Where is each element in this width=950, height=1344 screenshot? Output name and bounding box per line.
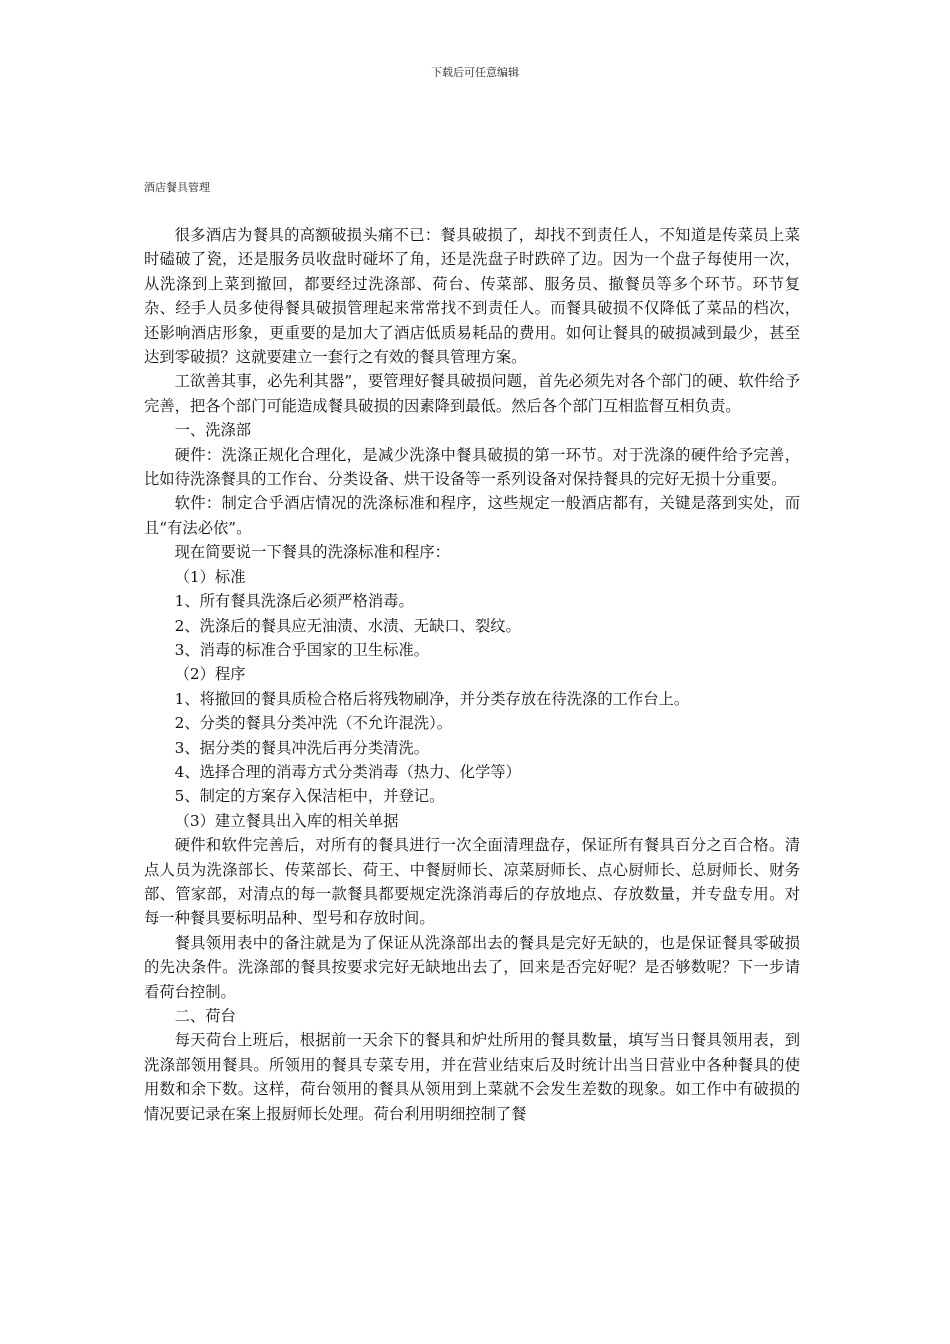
list-item: 1、所有餐具洗涤后必须严格消毒。 bbox=[174, 592, 414, 611]
list-item: 3、据分类的餐具冲洗后再分类清洗。 bbox=[174, 738, 430, 757]
document-body bbox=[144, 223, 800, 1126]
paragraph-counter: 每天荷台上班后，根据前一天余下的餐具和炉灶所用的餐具数量，填写当日餐具领用表，到洗涤部领用餐具。所领用的餐具专菜专用，并在营业结束后及时统计出当日营业中各种餐具的使用数和余下数。这样，荷台领用的餐具从领用到上菜就不会发生差数的现象。如工作中有破损的情况要记录在案上报厨师长处理。荷台利用明细控制了餐 bbox=[144, 1031, 800, 1123]
paragraph-approach: 工欲善其事，必先利其器”，要管理好餐具破损问题，首先必须先对各个部门的硬、软件给予完善，把各个部门可能造成餐具破损的因素降到最低。然后各个部门互相监督互相负责。 bbox=[144, 372, 800, 415]
list-item: 1、将撤回的餐具质检合格后将残物刷净，并分类存放在待洗涤的工作台上。 bbox=[174, 689, 690, 708]
list-item: 3、消毒的标准合乎国家的卫生标准。 bbox=[174, 640, 430, 659]
subheading-records: （3）建立餐具出入库的相关单据 bbox=[174, 811, 399, 830]
paragraph-software: 软件：制定合乎酒店情况的洗涤标准和程序，这些规定一般酒店都有，关键是落到实处，而且“有法必依”。 bbox=[144, 494, 800, 537]
page-header: 下载后可任意编辑 bbox=[431, 66, 519, 79]
document-title: 酒店餐具管理 bbox=[144, 181, 210, 194]
subheading-procedure: （2）程序 bbox=[174, 665, 246, 684]
paragraph-intro: 很多酒店为餐具的高额破损头痛不已：餐具破损了，却找不到责任人，不知道是传菜员上菜时磕破了瓷，还是服务员收盘时碰坏了角，还是洗盘子时跌碎了边。因为一个盘子每使用一次，从洗涤到上菜到撤回，都要经过洗涤部、荷台、传菜部、服务员、撤餐员等多个环节。环节复杂、经手人员多使得餐具破损管理起来常常找不到责任人。而餐具破损不仅降低了菜品的档次，还影响酒店形象，更重要的是加大了酒店低质易耗品的费用。如何让餐具的破损减到最少，甚至达到零破损？这就要建立一套行之有效的餐具管理方案。 bbox=[144, 226, 800, 367]
section-heading-washing: 一、洗涤部 bbox=[174, 421, 252, 440]
paragraph-inventory: 硬件和软件完善后，对所有的餐具进行一次全面清理盘存，保证所有餐具百分之百合格。清点人员为洗涤部长、传菜部长、荷王、中餐厨师长、凉菜厨师长、点心厨师长、总厨师长、财务部、管家部，对清点的每一款餐具都要规定洗涤消毒后的存放地点、存放数量，并专盘专用。对每一种餐具要标明品种、型号和存放时间。 bbox=[144, 836, 800, 928]
paragraph-standards-intro: 现在简要说一下餐具的洗涤标准和程序： bbox=[174, 543, 450, 562]
list-item: 5、制定的方案存入保洁柜中，并登记。 bbox=[174, 787, 445, 806]
list-item: 2、分类的餐具分类冲洗（不允许混洗）。 bbox=[174, 714, 453, 733]
subheading-standard: （1）标准 bbox=[174, 567, 246, 586]
list-item: 4、选择合理的消毒方式分类消毒（热力、化学等） bbox=[174, 762, 521, 781]
paragraph-requisition: 餐具领用表中的备注就是为了保证从洗涤部出去的餐具是完好无缺的，也是保证餐具零破损的先决条件。洗涤部的餐具按要求完好无缺地出去了，回来是否完好呢？是否够数呢？下一步请看荷台控制。 bbox=[144, 933, 800, 1001]
paragraph-hardware: 硬件：洗涤正规化合理化，是减少洗涤中餐具破损的第一环节。对于洗涤的硬件给予完善，比如待洗涤餐具的工作台、分类设备、烘干设备等一系列设备对保持餐具的完好无损十分重要。 bbox=[144, 445, 800, 489]
list-item: 2、洗涤后的餐具应无油渍、水渍、无缺口、裂纹。 bbox=[174, 616, 521, 635]
section-heading-counter: 二、荷台 bbox=[174, 1007, 236, 1025]
